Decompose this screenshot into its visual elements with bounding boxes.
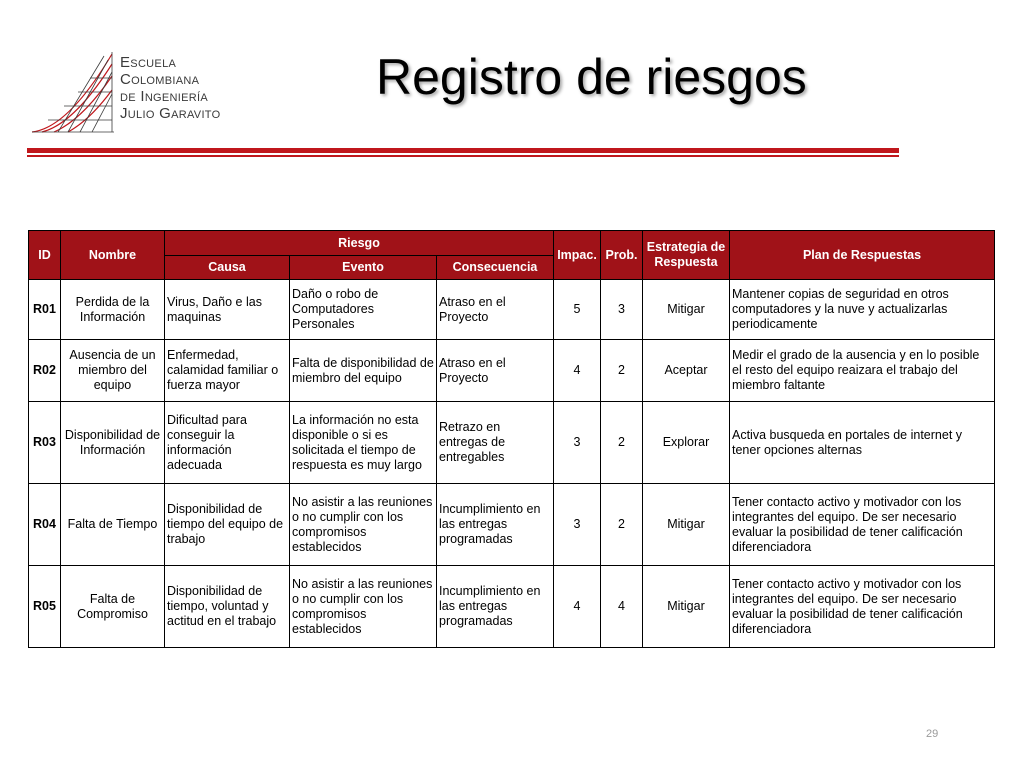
cell-causa: Disponibilidad de tiempo del equipo de trabajo (165, 484, 290, 566)
cell-plan: Mantener copias de seguridad en otros computadores y la nuve y actualizarlas periodicamente (730, 280, 995, 340)
logo-line: Escuela (120, 54, 177, 71)
cell-evento: No asistir a las reuniones o no cumplir con los compromisos establecidos (290, 566, 437, 648)
table-row (29, 340, 995, 402)
cell-estrategia: Aceptar (643, 340, 730, 402)
header-evento: Evento (290, 256, 437, 280)
cell-nombre: Ausencia de un miembro del equipo (61, 340, 165, 402)
risk-register-table (28, 230, 995, 648)
header-consecuencia: Consecuencia (437, 256, 554, 280)
cell-impac: 5 (554, 280, 601, 340)
cell-prob: 2 (601, 402, 643, 484)
cell-nombre: Disponibilidad de Información (61, 402, 165, 484)
cell-consecuencia: Incumplimiento en las entregas programadas (437, 484, 554, 566)
header-nombre: Nombre (61, 231, 165, 280)
header-id: ID (29, 231, 61, 280)
cell-prob: 3 (601, 280, 643, 340)
cell-plan: Tener contacto activo y motivador con los integrantes del equipo. De ser necesario evaluar la posibilidad de tener calificación diferenciadora (730, 566, 995, 648)
cell-prob: 4 (601, 566, 643, 648)
logo-text (120, 54, 220, 122)
cell-nombre: Falta de Compromiso (61, 566, 165, 648)
cell-impac: 4 (554, 340, 601, 402)
cell-impac: 3 (554, 402, 601, 484)
cell-consecuencia: Incumplimiento en las entregas programadas (437, 566, 554, 648)
table-row (29, 484, 995, 566)
cell-prob: 2 (601, 340, 643, 402)
cell-nombre: Falta de Tiempo (61, 484, 165, 566)
table-row (29, 402, 995, 484)
school-logo (28, 50, 268, 134)
header-plan: Plan de Respuestas (730, 231, 995, 280)
cell-causa: Virus, Daño e las maquinas (165, 280, 290, 340)
cell-causa: Dificultad para conseguir la información adecuada (165, 402, 290, 484)
cell-evento: La información no esta disponible o si es solicitada el tiempo de respuesta es muy largo (290, 402, 437, 484)
title-divider (27, 148, 899, 153)
cell-id: R03 (29, 402, 61, 484)
table-row (29, 566, 995, 648)
header-riesgo: Riesgo (165, 231, 554, 256)
cell-estrategia: Mitigar (643, 566, 730, 648)
cell-estrategia: Mitigar (643, 280, 730, 340)
cell-consecuencia: Atraso en el Proyecto (437, 280, 554, 340)
header-prob: Prob. (601, 231, 643, 280)
cell-plan: Activa busqueda en portales de internet y tener opciones alternas (730, 402, 995, 484)
cell-impac: 4 (554, 566, 601, 648)
cell-plan: Medir el grado de la ausencia y en lo posible el resto del equipo reaizara el trabajo del miembro faltante (730, 340, 995, 402)
cell-id: R04 (29, 484, 61, 566)
cell-prob: 2 (601, 484, 643, 566)
cell-evento: Daño o robo de Computadores Personales (290, 280, 437, 340)
cell-plan: Tener contacto activo y motivador con los integrantes del equipo. De ser necesario evaluar la posibilidad de tener calificación diferenciadora (730, 484, 995, 566)
header-causa: Causa (165, 256, 290, 280)
table-row (29, 280, 995, 340)
header-impac: Impac. (554, 231, 601, 280)
cell-causa: Disponibilidad de tiempo, voluntad y actitud en el trabajo (165, 566, 290, 648)
cell-id: R01 (29, 280, 61, 340)
page-title: Registro de riesgos (376, 49, 807, 105)
logo-line: Colombiana (120, 71, 200, 88)
title-divider-thin (27, 155, 899, 157)
cell-id: R05 (29, 566, 61, 648)
cell-id: R02 (29, 340, 61, 402)
cell-nombre: Perdida de la Información (61, 280, 165, 340)
cell-estrategia: Explorar (643, 402, 730, 484)
cell-causa: Enfermedad, calamidad familiar o fuerza mayor (165, 340, 290, 402)
cell-estrategia: Mitigar (643, 484, 730, 566)
logo-emblem-icon (28, 50, 118, 134)
cell-evento: No asistir a las reuniones o no cumplir con los compromisos establecidos (290, 484, 437, 566)
cell-impac: 3 (554, 484, 601, 566)
logo-line: Julio Garavito (120, 105, 221, 122)
cell-consecuencia: Retrazo en entregas de entregables (437, 402, 554, 484)
cell-consecuencia: Atraso en el Proyecto (437, 340, 554, 402)
header-estrategia: Estrategia de Respuesta (643, 231, 730, 280)
page-number: 29 (926, 728, 939, 740)
logo-line: de Ingeniería (120, 88, 209, 105)
cell-evento: Falta de disponibilidad de miembro del equipo (290, 340, 437, 402)
